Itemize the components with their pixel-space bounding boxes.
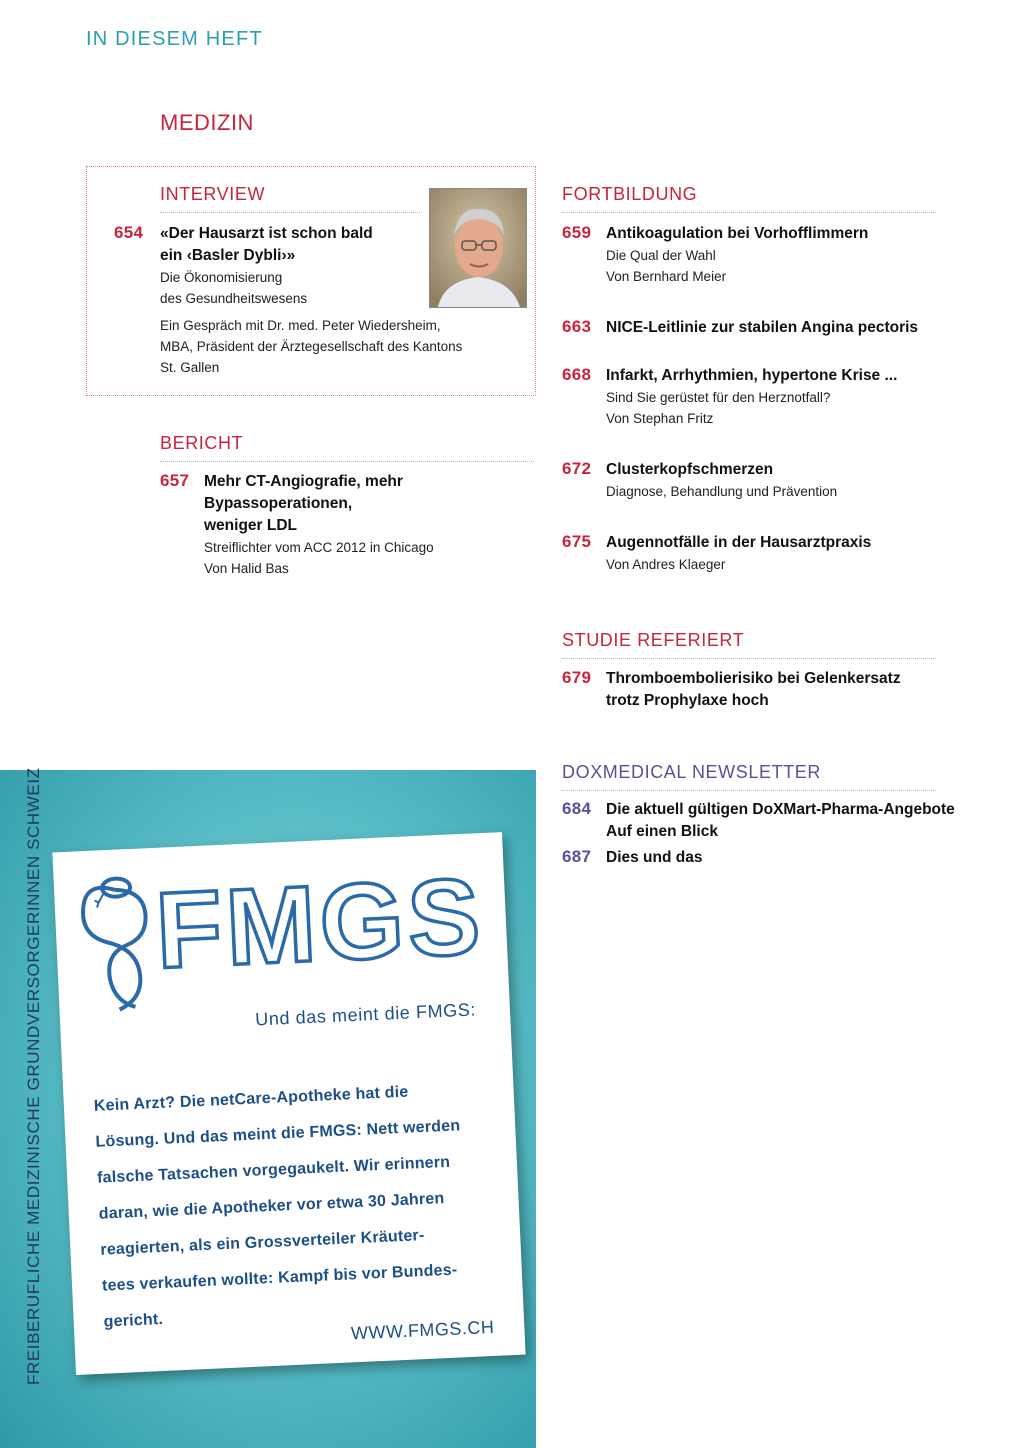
interview-title-line-1: «Der Hausarzt ist schon bald: [160, 225, 373, 242]
interview-category: INTERVIEW: [160, 184, 266, 204]
studie-title-line-2: trotz Prophylaxe hoch: [606, 692, 769, 709]
bericht-title-line-2: weniger LDL: [204, 517, 298, 534]
ad-url-link[interactable]: WWW.FMGS.CH: [350, 1316, 495, 1344]
bericht-rule: [160, 461, 534, 462]
interview-title-line-2: ein ‹Basler Dybli›»: [160, 247, 296, 264]
article-author: Von Bernhard Meier: [606, 269, 727, 284]
interview-desc-line-2: MBA, Präsident der Ärztegesellschaft des Kantons: [160, 339, 463, 354]
fortbildung-article-659[interactable]: [606, 223, 936, 287]
ad-body-line: falsche Tatsachen vorgegaukelt. Wir erinnern: [96, 1153, 451, 1187]
newsletter-title: Dies und das: [606, 849, 703, 866]
fortbildung-page-668[interactable]: 668: [562, 365, 592, 384]
ad-body-line: tees verkaufen wollte: Kampf bis vor Bundes-: [101, 1261, 458, 1295]
newsletter-page-684[interactable]: 684: [562, 799, 592, 818]
ad-tagline: Und das meint die FMGS:: [254, 999, 477, 1030]
page-header: IN DIESEM HEFT: [86, 28, 263, 50]
ad-body-line: Kein Arzt? Die netCare-Apotheke hat die: [93, 1083, 409, 1115]
interview-description: [160, 315, 520, 378]
bericht-sub-line-1: Streiflichter vom ACC 2012 in Chicago: [204, 540, 434, 555]
article-title: Augennotfälle in der Hausarztpraxis: [606, 534, 872, 551]
article-sub: Die Qual der Wahl: [606, 248, 716, 263]
bericht-article[interactable]: [204, 471, 534, 579]
article-title: Clusterkopfschmerzen: [606, 461, 774, 478]
bericht-sub-line-2: Von Halid Bas: [204, 561, 289, 576]
ad-vertical-text: FREIBERUFLICHE MEDIZINISCHE GRUNDVERSORGERINNEN SCHWEIZ: [24, 767, 43, 1385]
newsletter-article-684[interactable]: [606, 799, 966, 843]
fmgs-logo: [52, 832, 509, 1022]
ad-body-line: reagierten, als ein Grossverteiler Kräuter-: [100, 1227, 425, 1259]
bericht-category: BERICHT: [160, 433, 244, 453]
fortbildung-rule: [562, 212, 936, 213]
ad-body-line: daran, wie die Apotheker vor etwa 30 Jahren: [98, 1190, 445, 1223]
article-title: NICE-Leitlinie zur stabilen Angina pectoris: [606, 319, 919, 336]
article-sub: Diagnose, Behandlung und Prävention: [606, 484, 838, 499]
interview-article[interactable]: [160, 223, 422, 309]
studie-category: STUDIE REFERIERT: [562, 630, 745, 650]
interview-subtitle-line-2: des Gesundheitswesens: [160, 291, 308, 306]
ad-body-line: Lösung. Und das meint die FMGS: Nett werden: [95, 1117, 461, 1151]
fortbildung-page-672[interactable]: 672: [562, 459, 592, 478]
ad-body-line: gericht.: [103, 1310, 164, 1331]
newsletter-title-line-2: Auf einen Blick: [606, 823, 718, 840]
studie-page[interactable]: 679: [562, 668, 592, 687]
section-title: MEDIZIN: [160, 110, 254, 135]
ad-body: [93, 1070, 524, 1341]
fortbildung-article-672[interactable]: [606, 459, 936, 502]
interview-portrait-photo: [429, 188, 527, 308]
fortbildung-page-675[interactable]: 675: [562, 532, 592, 551]
fmgs-logo-text: FMGS: [153, 855, 487, 991]
fortbildung-category: FORTBILDUNG: [562, 184, 698, 204]
newsletter-category: DOXMEDICAL NEWSLETTER: [562, 762, 821, 782]
newsletter-title-line-1: Die aktuell gültigen DoXMart-Pharma-Angebote: [606, 801, 955, 818]
article-author: Von Stephan Fritz: [606, 411, 714, 426]
interview-subtitle-line-1: Die Ökonomisierung: [160, 270, 283, 285]
article-sub: Sind Sie gerüstet für den Herznotfall?: [606, 390, 831, 405]
bericht-page[interactable]: 657: [160, 471, 190, 490]
studie-article[interactable]: [606, 668, 936, 712]
fortbildung-article-675[interactable]: [606, 532, 936, 575]
fortbildung-page-663[interactable]: 663: [562, 317, 592, 336]
ad-card: [52, 832, 525, 1375]
article-title: Infarkt, Arrhythmien, hypertone Krise ...: [606, 367, 898, 384]
fortbildung-page-659[interactable]: 659: [562, 223, 592, 242]
bericht-title-line-1: Mehr CT-Angiografie, mehr Bypassoperationen,: [204, 473, 403, 512]
article-title: Antikoagulation bei Vorhofflimmern: [606, 225, 869, 242]
fortbildung-article-668[interactable]: [606, 365, 936, 429]
newsletter-rule: [562, 790, 936, 791]
studie-title-line-1: Thromboembolierisiko bei Gelenkersatz: [606, 670, 901, 687]
newsletter-page-687[interactable]: 687: [562, 847, 592, 866]
interview-rule: [160, 212, 422, 213]
article-author: Von Andres Klaeger: [606, 557, 726, 572]
interview-desc-line-3: St. Gallen: [160, 360, 220, 375]
studie-rule: [562, 658, 936, 659]
newsletter-article-687[interactable]: [606, 847, 936, 869]
interview-desc-line-1: Ein Gespräch mit Dr. med. Peter Wiedersheim,: [160, 318, 441, 333]
portrait-image: [430, 189, 526, 307]
snake-icon: [82, 886, 150, 1011]
interview-page[interactable]: 654: [114, 223, 144, 242]
fortbildung-article-663[interactable]: [606, 317, 936, 339]
